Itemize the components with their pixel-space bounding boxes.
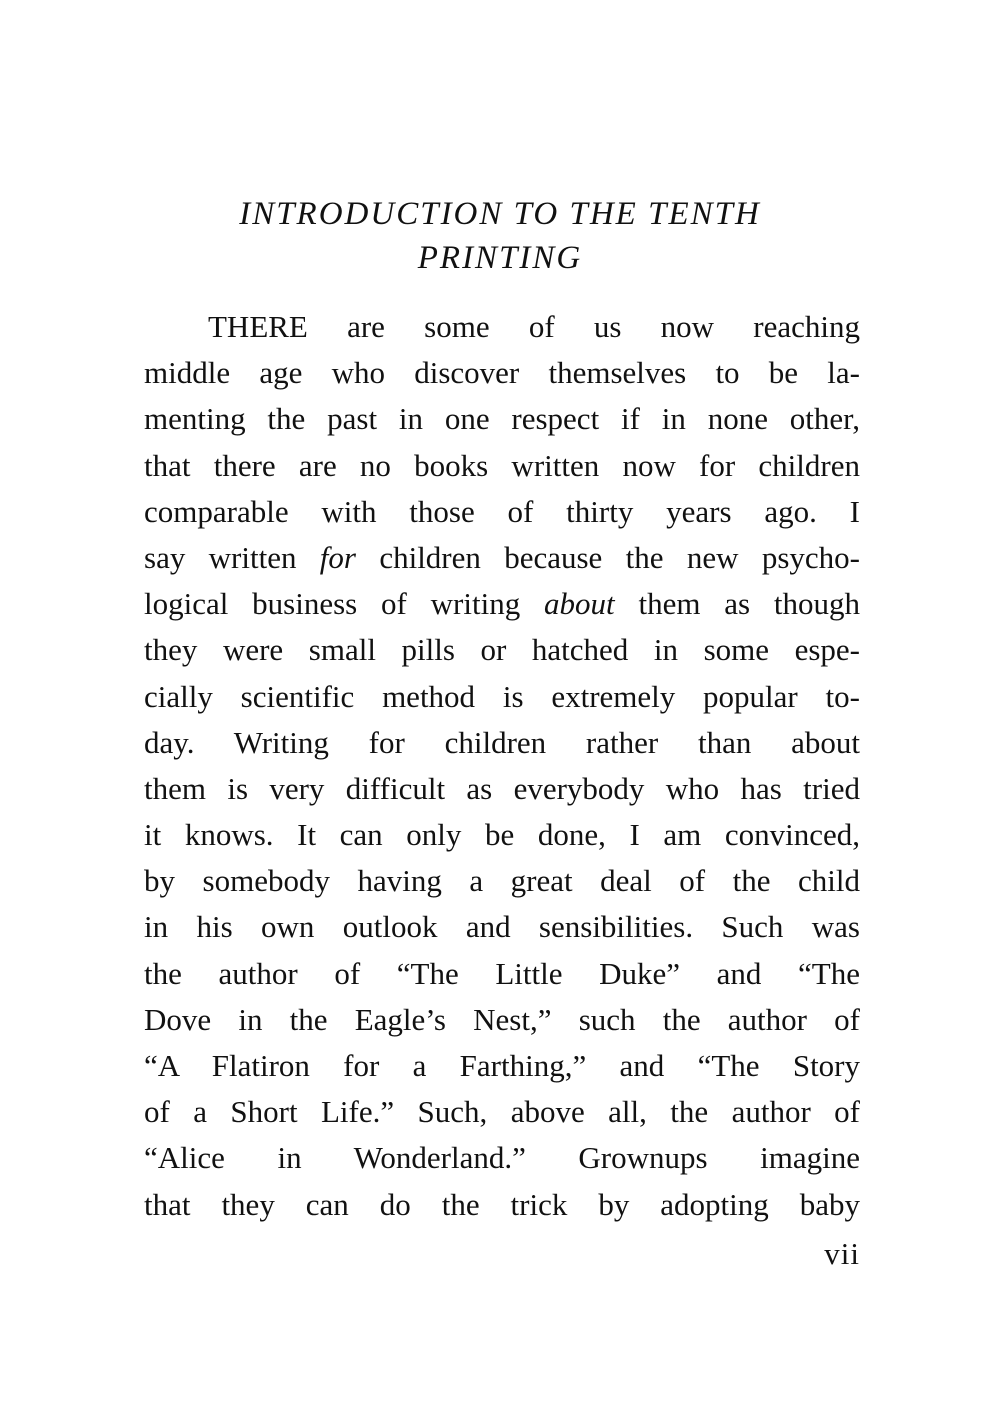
text-run: them as though [614,586,861,622]
text-run: logical business of writing [144,586,545,622]
text-line: day. Writing for children rather than about [144,724,860,760]
text-line: cially scientific method is extremely popular to- [144,678,860,714]
italic-word: about [544,586,615,622]
body-paragraph [144,304,860,1228]
text-line: they were small pills or hatched in some espe- [144,632,860,668]
text-line: Dove in the Eagle’s Nest,” such the author of [144,1001,860,1037]
text-line: it knows. It can only be done, I am convinced, [144,817,860,853]
text-line: the author of “The Little Duke” and “The [144,955,860,991]
page-number: vii [824,1236,860,1271]
text-line: “A Flatiron for a Farthing,” and “The Story [144,1048,860,1083]
chapter-title-line-1: INTRODUCTION TO THE TENTH [239,196,761,232]
text-line: THERE are some of us now reaching [208,309,860,344]
text-run: say written [144,539,320,575]
text-line: that they can do the trick by adopting baby [144,1186,860,1222]
text-line: them is very difficult as everybody who has tried [144,770,860,806]
text-line: that there are no books written now for children [144,447,860,483]
text-line [144,535,860,581]
italic-word: for [319,539,356,575]
text-line: by somebody having a great deal of the child [144,863,860,899]
text-line [144,581,860,627]
text-line: menting the past in one respect if in none other, [144,401,860,437]
text-run: children because the new psycho- [355,539,860,575]
text-line: comparable with those of thirty years ago. I [144,493,860,529]
text-line: of a Short Life.” Such, above all, the author of [144,1094,860,1130]
text-line: middle age who discover themselves to be la- [144,355,860,391]
text-line: in his own outlook and sensibilities. Such was [144,909,860,945]
text-line: “Alice in Wonderland.” Grownups imagine [144,1140,860,1176]
chapter-title-line-2: PRINTING [417,240,583,276]
